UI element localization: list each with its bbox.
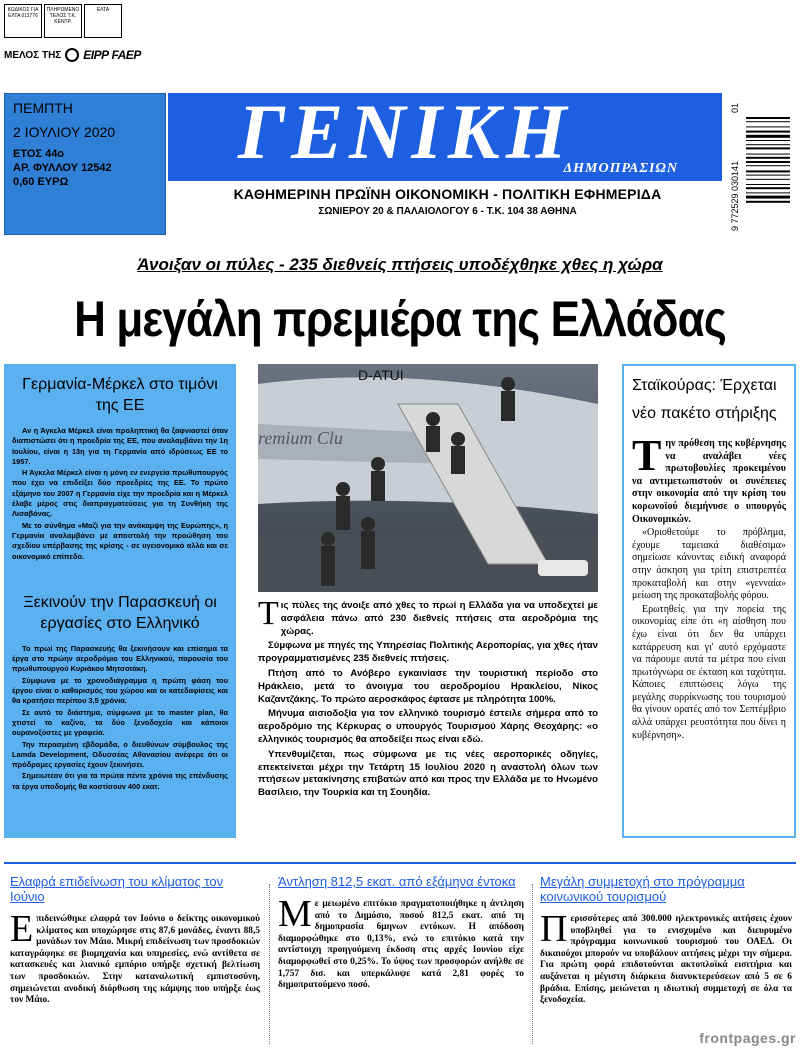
member-line <box>4 48 141 62</box>
paragraph: Με το σύνθημα «Μαζί για την ανάκαμψη της Ευρώπης», η Γερμανία αναλαμβάνει με αποστολή την προώθηση του σχεδίου υπέρβασης της κρίσης - σε υγειονομικό αλλά και σε οικονομικό επίπεδο. <box>12 520 228 561</box>
paragraph: «Οριοθετούμε το πρόβλημα, έχουμε ταμειακά διαθέσιμα» σημείωσε κάνοντας ειδική αναφορά στην άσκηση για τρίτη επιστρεπτέα προκαταβολή και στην «γενναία» μείωση της προκαταβολής φόρου. <box>632 527 786 602</box>
drop-cap: Τ <box>632 431 662 480</box>
issue-info-box <box>4 93 166 235</box>
left-title-merkel: Γερμανία-Μέρκελ στο τιμόνι της ΕΕ <box>22 376 218 414</box>
paragraph: Σημειωτέον ότι για τα πρώτα πέντε χρόνια της επένδυσης τα έργα υποδομής θα κοστίσουν 400 εκατ. <box>12 771 228 791</box>
tagline: ΚΑΘΗΜΕΡΙΝΗ ΠΡΩΪΝΗ ΟΙΚΟΝΟΜΙΚΗ - ΠΟΛΙΤΙΚΗ ΕΦΗΜΕΡΙΔΑ <box>233 186 662 202</box>
masthead-title: ΓΕΝΙΚΗ <box>238 88 573 175</box>
paragraph: Μήνυμα αισιοδοξία για τον ελληνικό τουρισμό έστειλε σήμερα από το αεροδρόμιο της Κέρκυρας ο υπουργός Τουρισμού Χάρης Θεοχάρης: «ο ελληνικός τουρισμός θα αποδείξει πως είναι εδώ. <box>258 708 598 745</box>
article-body: ερισσότερες από 300.000 ηλεκτρονικές αιτήσεις έχουν υποβληθεί για το ενισχυμένο και διευρυμένο πρόγραμμα κοινωνικού τουρισμού του ΟΑΕΔ. Οι δικαιούχοι μπορούν να υποβάλουν αιτήσεις μέχρι την σήμερα. Για πρώτη φορά επιδοτούνται ακτοπλοϊκά εισιτήρια και αυξάνεται η μέγιστη διάρκεια διανυκτερεύσεων από 5 σε 6 βράδια. Επίσης, μειώνεται η ιδιωτική συμμετοχή σε όλα τα ξενοδοχεία. <box>540 914 792 1006</box>
paragraph-text: ις πύλες της άνοιξε από χθες το πρωί η Ελλάδα για να υποδεχτεί με ασφάλεια πάνω από 230 διεθνείς πτήσεις στα αεροδρόμια της χώρας. <box>280 600 598 637</box>
barcode-bar <box>746 165 790 166</box>
bottom-article-tourism <box>540 874 792 1044</box>
member-label: ΜΕΛΟΣ ΤΗΣ <box>4 49 62 61</box>
article-text <box>10 908 260 1007</box>
article-body: ε μειωμένο επιτόκιο πραγματοποιήθηκε η άντληση από το Δημόσιο, ποσού 812,5 εκατ. από τη δημοπρασία 6μηνων εντόκων. Η απόδοση διαμορφώθηκε στο 0,13%, ενώ το επιτόκιο κατά την αντίστοιχη προηγούμενη έκδοση στις αρχές Ιουνίου είχε διαμορφωθεί στο 0,25%. Το ύψος των προσφορών ανήλθε σε 1,757 δισ. και υπερκάλυψε κατά 2,81 φορές το δημοπρατούμενο ποσό. <box>278 899 524 991</box>
bottom-article-climate <box>10 874 260 1044</box>
masthead-subtitle: ΔΗΜΟΠΡΑΣΙΩΝ <box>563 161 678 176</box>
article-title: Μεγάλη συμμετοχή στο πρόγραμμα κοινωνικού τουρισμού <box>540 874 745 904</box>
main-article <box>258 595 598 802</box>
barcode-bar <box>746 161 790 163</box>
barcode-bar <box>746 157 790 159</box>
barcode <box>730 93 792 233</box>
member-logo: ΕΙΡΡ FAEP <box>83 48 141 62</box>
eipp-logo-icon <box>65 48 79 62</box>
airport-photo <box>258 364 598 592</box>
drop-cap: Μ <box>278 893 312 935</box>
article-body: πιδεινώθηκε ελαφρά τον Ιούνιο ο δείκτης οικονομικού κλίματος και υποχώρησε στις 87,6 μονάδες, έναντι 88,5 μονάδων τον Μάιο. Μικρή επιδείνωση των προσδοκιών καταγράφηκε σε βιομηχανία και υπηρεσίες, ενώ αντίθετα σε κατασκευές και λιανικό εμπόριο υπήρξε σχετική βελτίωση των προσδοκιών. Στην καταναλωτική εμπιστοσύνη, σημειώνεται ανοδική διόρθωση της κάμψης που υπήρξε έως τον Μάιο. <box>10 914 260 1006</box>
barcode-bar <box>746 140 790 141</box>
paragraph: Η Άγκελα Μέρκελ είναι η μόνη εν ενεργεία πρωθυπουργός που έχει να επιδείξει δύο προεδρίες της ΕΕ. Το πρώτο εξάμηνο του 2007 η Γερμανία είχε την προεδρία και η Μέρκελ έλαβε μέρος στις διαπραγματεύσεις για τη Συνθήκη της Λισαβόνας. <box>12 468 228 519</box>
paragraph <box>258 595 598 638</box>
barcode-bar <box>746 131 790 133</box>
paragraph: Σύμφωνα με το χρονοδιάγραμμα η πρώτη φάση του έργου είναι ο καθαρισμός του χώρου και οι κατεδαφίσεις και θα κρατήσει περίπου 3,5 χρόνια. <box>12 675 228 706</box>
paragraph: Πτήση από το Ανόβερο εγκαινίασε την τουριστική περίοδο στο Ηράκλειο, μετά το άνοιγμα του αεροδρομίου Ηρακλείου, Νίκος Καζαντζάκης. Το πρώτο αεροσκάφος έφτασε με πληρότητα 100%. <box>258 667 598 705</box>
barcode-bar <box>746 175 790 176</box>
left-body-elliniko <box>12 644 228 792</box>
barcode-number: 9 772529 030141 <box>730 160 740 231</box>
article-text <box>540 908 792 1007</box>
paragraph: Την περασμένη εβδομάδα, ο διευθύνων σύμβουλος της Lamda Development, Οδυσσέας Αθανασίου ανέφερε ότι οι πρόδρομες εργασίες έχουν ξεκινήσει. <box>12 739 228 770</box>
right-body <box>632 431 786 742</box>
paragraph: Αν η Άγκελα Μέρκελ είναι προληπτική θα ξαφνιαστεί όταν διαπιστώσει ότι η προεδρία της ΕΕ, που αναλαμβάνει την 1η Ιουλίου, είναι η 13η για τη Γερμανία από ιδρύσεως ΕΕ το 1957. <box>12 426 228 466</box>
left-title-elliniko: Ξεκινούν την Παρασκευή οι εργασίες στο Ελληνικό <box>23 593 217 632</box>
barcode-bar <box>746 121 790 122</box>
watermark: frontpages.gr <box>699 1030 796 1046</box>
article-title: Άντληση 812,5 εκατ. από εξάμηνα έντοκα <box>278 874 516 889</box>
barcode-bar <box>746 154 790 155</box>
paragraph: Υπενθυμίζεται, πως σύμφωνα με τις νέες αεροπορικές οδηγίες, επεκτείνεται μέχρι την Τετάρτη 15 Ιουλίου 2020 η αναστολή όλων των πτήσεων μετακίνησης επιβατών από και προς την Ελλάδα με το Ηνωμένο Βασίλειο, την Τουρκία και τη Σουηδία. <box>258 748 598 799</box>
left-body-merkel <box>12 426 228 562</box>
issue-date: 2 ΙΟΥΛΙΟΥ 2020 <box>13 124 116 140</box>
drop-cap: Ε <box>10 908 34 950</box>
barcode-bar <box>746 192 790 193</box>
barcode-bar <box>746 117 790 119</box>
left-column <box>4 364 236 838</box>
paragraph: Σύμφωνα με πηγές της Υπηρεσίας Πολιτικής Αεροπορίας, για χθες ήταν προγραμματισμένες 235 διεθνείς πτήσεις. <box>258 640 598 665</box>
issue-year: ΕΤΟΣ 44ο <box>13 148 65 160</box>
barcode-bar <box>746 170 790 172</box>
issue-number: ΑΡ. ΦΥΛΛΟΥ 12542 <box>13 162 112 174</box>
column-divider <box>532 884 533 1044</box>
barcode-bar <box>746 187 790 189</box>
paragraph: Σε αυτό το διάστημα, σύμφωνα με το master plan, θα χτιστεί το καζίνο, τα δύο ξενοδοχεία και κάποιοι ουρανοξύστες με γραφεία. <box>12 707 228 738</box>
right-column <box>622 364 796 838</box>
stamp-code: ΚΩΔΙΚΟΣ ΓΙΑ ΕΛΤΑ 011776 <box>4 4 42 38</box>
barcode-bar <box>746 144 790 145</box>
main-headline: Η μεγάλη πρεμιέρα της Ελλάδας <box>74 291 726 347</box>
barcode-bar <box>746 179 790 180</box>
address: ΣΩΝΙΕΡΟΥ 20 & ΠΑΛΑΙΟΛΟΓΟΥ 6 - Τ.Κ. 104 38 ΑΘΗΝΑ <box>318 206 577 217</box>
postage-stamp <box>4 4 122 38</box>
drop-cap: Τ <box>258 595 279 632</box>
stamp-paid: ΠΛΗΡΩΜΕΝΟ ΤΕΛΟΣ Τ.Κ. ΚΕΝΤΡ. <box>44 4 82 38</box>
lead-text: ην πρόθεση της κυβέρνησης να αναλάβει νέες πρωτοβουλίες προκειμένου να αντιμετωπιστούν οι συνέπειες στην οικονομία από την κρίση του κορωνοϊού διεμήνυσε ο υπουργός Οικονομικών. <box>632 438 786 525</box>
barcode-bar <box>746 196 790 199</box>
barcode-bar <box>746 147 790 149</box>
bottom-article-bonds <box>278 874 524 1044</box>
kicker: Άνοιξαν οι πύλες - 235 διεθνείς πτήσεις υποδέχθηκε χθες η χώρα <box>137 255 663 274</box>
article-title: Ελαφρά επιδείνωση του κλίματος τον Ιούνιο <box>10 874 224 904</box>
paragraph: Το πρωί της Παρασκευής θα ξεκινήσουν και επίσημα τα έργα στο πρώην αεροδρόμιο του Ελληνικού, παρουσία του πρωθυπουργού Κυριάκου Μητσοτάκη. <box>12 643 228 674</box>
barcode-bar <box>746 184 790 185</box>
bottom-strip <box>4 862 796 1050</box>
stamp-elta: ΕΛΤΑ <box>84 4 122 38</box>
lead-paragraph <box>632 431 786 526</box>
column-divider <box>269 884 270 1044</box>
barcode-addon: 01 <box>730 102 740 113</box>
masthead <box>168 88 722 181</box>
issue-day: ΠΕΜΠΤΗ <box>13 100 73 116</box>
barcode-bar <box>746 201 790 203</box>
paragraph: Ερωτηθείς για την πορεία της οικονομίας είπε ότι «η αίσθηση που έχω είναι ότι δεν θα υπάρχει κατάρρευση και γι' αυτό ερχόμαστε να πάρουμε αυτά τα μέτρα που είναι πρωτόγνωρα σε έκταση και ταχύτητα. Κάποιες επιπτώσεις λόγω της μεγάλης συρρίκνωσης του τουρισμού θα γίνουν ορατές από τον Σεπτέμβριο αλλά υπάρχει ρευστότητα που δίνει η κυβέρνηση». <box>632 603 786 741</box>
article-text <box>278 893 524 992</box>
drop-cap: Π <box>540 908 568 950</box>
aircraft-registration: D-ATUI <box>358 367 404 383</box>
right-title: Σταϊκούρας: Έρχεται νέο πακέτο στήριξης <box>632 377 777 422</box>
barcode-bar <box>746 126 790 127</box>
barcode-bar <box>746 135 790 138</box>
issue-price: 0,60 ΕΥΡΩ <box>13 176 69 188</box>
aircraft-livery: remium Clu <box>258 428 343 448</box>
